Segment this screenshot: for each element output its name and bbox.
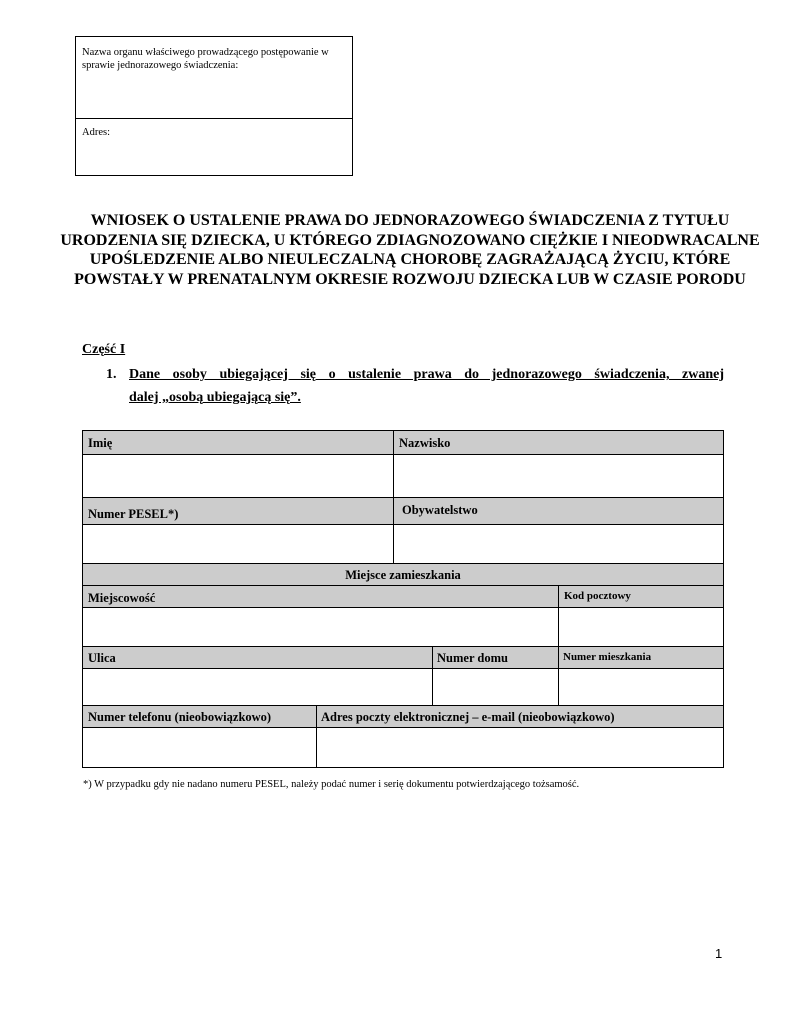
email-header xyxy=(316,705,724,728)
postal-code-label: Kod pocztowy xyxy=(564,590,631,602)
first-name-field[interactable] xyxy=(82,454,394,498)
last-name-label: Nazwisko xyxy=(399,436,451,450)
citizenship-label: Obywatelstwo xyxy=(402,503,478,517)
street-field[interactable] xyxy=(82,668,433,706)
postal-code-header xyxy=(558,585,724,608)
first-name-header xyxy=(82,430,394,455)
locality-header xyxy=(82,585,559,608)
residence-label: Miejsce zamieszkania xyxy=(345,568,461,582)
postal-code-field[interactable] xyxy=(558,607,724,647)
organ-name-label: Nazwa organu właściwego prowadzącego postępowanie w sprawie jednorazowego świadczenia: xyxy=(82,47,329,71)
part-heading: Część I xyxy=(82,342,126,357)
document-title: WNIOSEK O USTALENIE PRAWA DO JEDNORAZOWEGO ŚWIADCZENIA Z TYTUŁU URODZENIA SIĘ DZIECKA, U KTÓREGO ZDIAGNOZOWANO CIĘŻKIE I NIEODWRACALNE UPOŚLEDZENIE ALBO NIEULECZALNĄ CHOROBĘ ZAGRAŻAJĄCĄ ŻYCIU, KTÓRE POWSTAŁY W PRENATALNYM OKRESIE ROZWOJU DZIECKA LUB W CZASIE PORODU xyxy=(60,212,760,288)
house-number-field[interactable] xyxy=(432,668,559,706)
email-label: Adres poczty elektronicznej – e-mail (nieobowiązkowo) xyxy=(321,710,615,724)
locality-field[interactable] xyxy=(82,607,559,647)
last-name-field[interactable] xyxy=(393,454,724,498)
section-text-line1: Dane osoby ubiegającej się o ustalenie prawa do jednorazowego świadczenia, zwanej xyxy=(129,367,724,382)
pesel-header xyxy=(82,497,394,525)
street-label: Ulica xyxy=(88,651,116,665)
locality-label: Miejscowość xyxy=(88,591,156,605)
section-text-line2: dalej „osobą ubiegającą się”. xyxy=(129,390,301,405)
apartment-number-header xyxy=(558,646,724,669)
organ-box xyxy=(75,36,353,176)
street-header xyxy=(82,646,433,669)
pesel-field[interactable] xyxy=(82,524,394,564)
page-number: 1 xyxy=(715,946,723,961)
citizenship-field[interactable] xyxy=(393,524,724,564)
apartment-number-field[interactable] xyxy=(558,668,724,706)
house-number-header xyxy=(432,646,559,669)
organ-name-section xyxy=(76,37,352,119)
residence-header xyxy=(82,563,724,586)
first-name-label: Imię xyxy=(88,436,113,450)
citizenship-header xyxy=(393,497,724,525)
phone-label: Numer telefonu (nieobowiązkowo) xyxy=(88,710,272,724)
section-number: 1. xyxy=(106,367,117,382)
phone-header xyxy=(82,705,317,728)
email-field[interactable] xyxy=(316,727,724,768)
organ-address-label: Adres: xyxy=(82,127,110,138)
pesel-footnote: *) W przypadku gdy nie nadano numeru PESEL, należy podać numer i serię dokumentu potwierdzającego tożsamość. xyxy=(83,779,580,790)
house-number-label: Numer domu xyxy=(437,651,508,665)
pesel-label: Numer PESEL*) xyxy=(88,507,179,521)
apartment-number-label: Numer mieszkania xyxy=(563,651,652,663)
last-name-header xyxy=(393,430,724,455)
phone-field[interactable] xyxy=(82,727,317,768)
